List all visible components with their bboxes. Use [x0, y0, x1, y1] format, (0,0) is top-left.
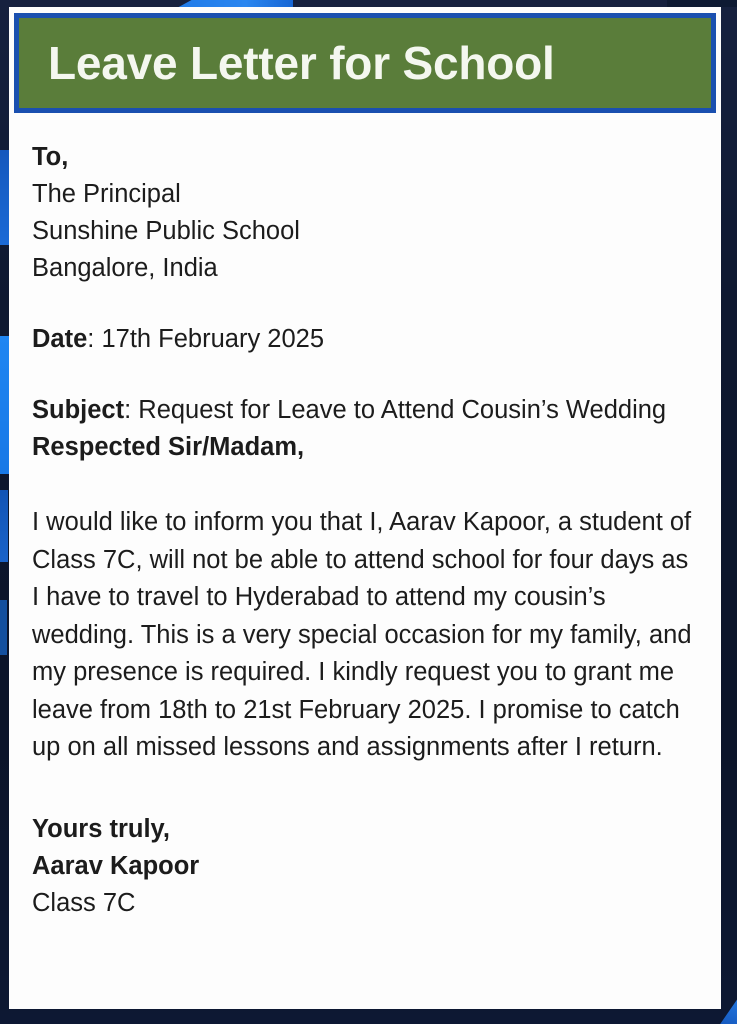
closing-block [32, 811, 699, 922]
body-paragraph: I would like to inform you that I, Aarav Kapoor, a student of Class 7C, will not be able to attend school for four days as I have to travel to Hyderabad to attend my cousin’s wedding. This is a very special occasion for my family, and my presence is required. I kindly request you to grant me leave from 18th to 21st February 2025. I promise to catch up on all missed lessons and assignments after I return. [32, 508, 692, 761]
date-label: Date [32, 325, 88, 353]
to-label: To, [32, 143, 69, 171]
decorative-accent-left-4 [0, 600, 7, 655]
subject-line [32, 392, 699, 429]
sign-off-line: Yours truly, [32, 814, 170, 843]
spacer-before-closing [32, 767, 699, 811]
subject-value: Request for Leave to Attend Cousin’s Wedding [138, 396, 667, 424]
subject-separator: : [124, 396, 139, 424]
date-value: 17th February 2025 [101, 325, 325, 353]
decorative-accent-top-right [667, 0, 737, 7]
signature-name: Aarav Kapoor [32, 851, 200, 880]
spacer-after-address [32, 287, 699, 321]
decorative-accent-left-3 [0, 490, 8, 562]
spacer-after-date [32, 358, 699, 392]
spacer-before-body [32, 466, 699, 504]
letter-body [9, 113, 721, 922]
institution-line: Sunshine Public School [32, 217, 300, 245]
recipient-line: The Principal [32, 180, 181, 208]
address-block [32, 139, 699, 287]
date-line [32, 321, 699, 358]
title-banner [14, 13, 716, 113]
greeting-line: Respected Sir/Madam, [32, 433, 305, 461]
date-separator: : [87, 325, 102, 353]
subject-label: Subject [32, 396, 125, 424]
location-line: Bangalore, India [32, 254, 218, 282]
letter-card [9, 7, 721, 1009]
signature-class: Class 7C [32, 888, 136, 917]
decorative-accent-left-1 [0, 150, 9, 245]
page-title: Leave Letter for School [48, 37, 555, 89]
